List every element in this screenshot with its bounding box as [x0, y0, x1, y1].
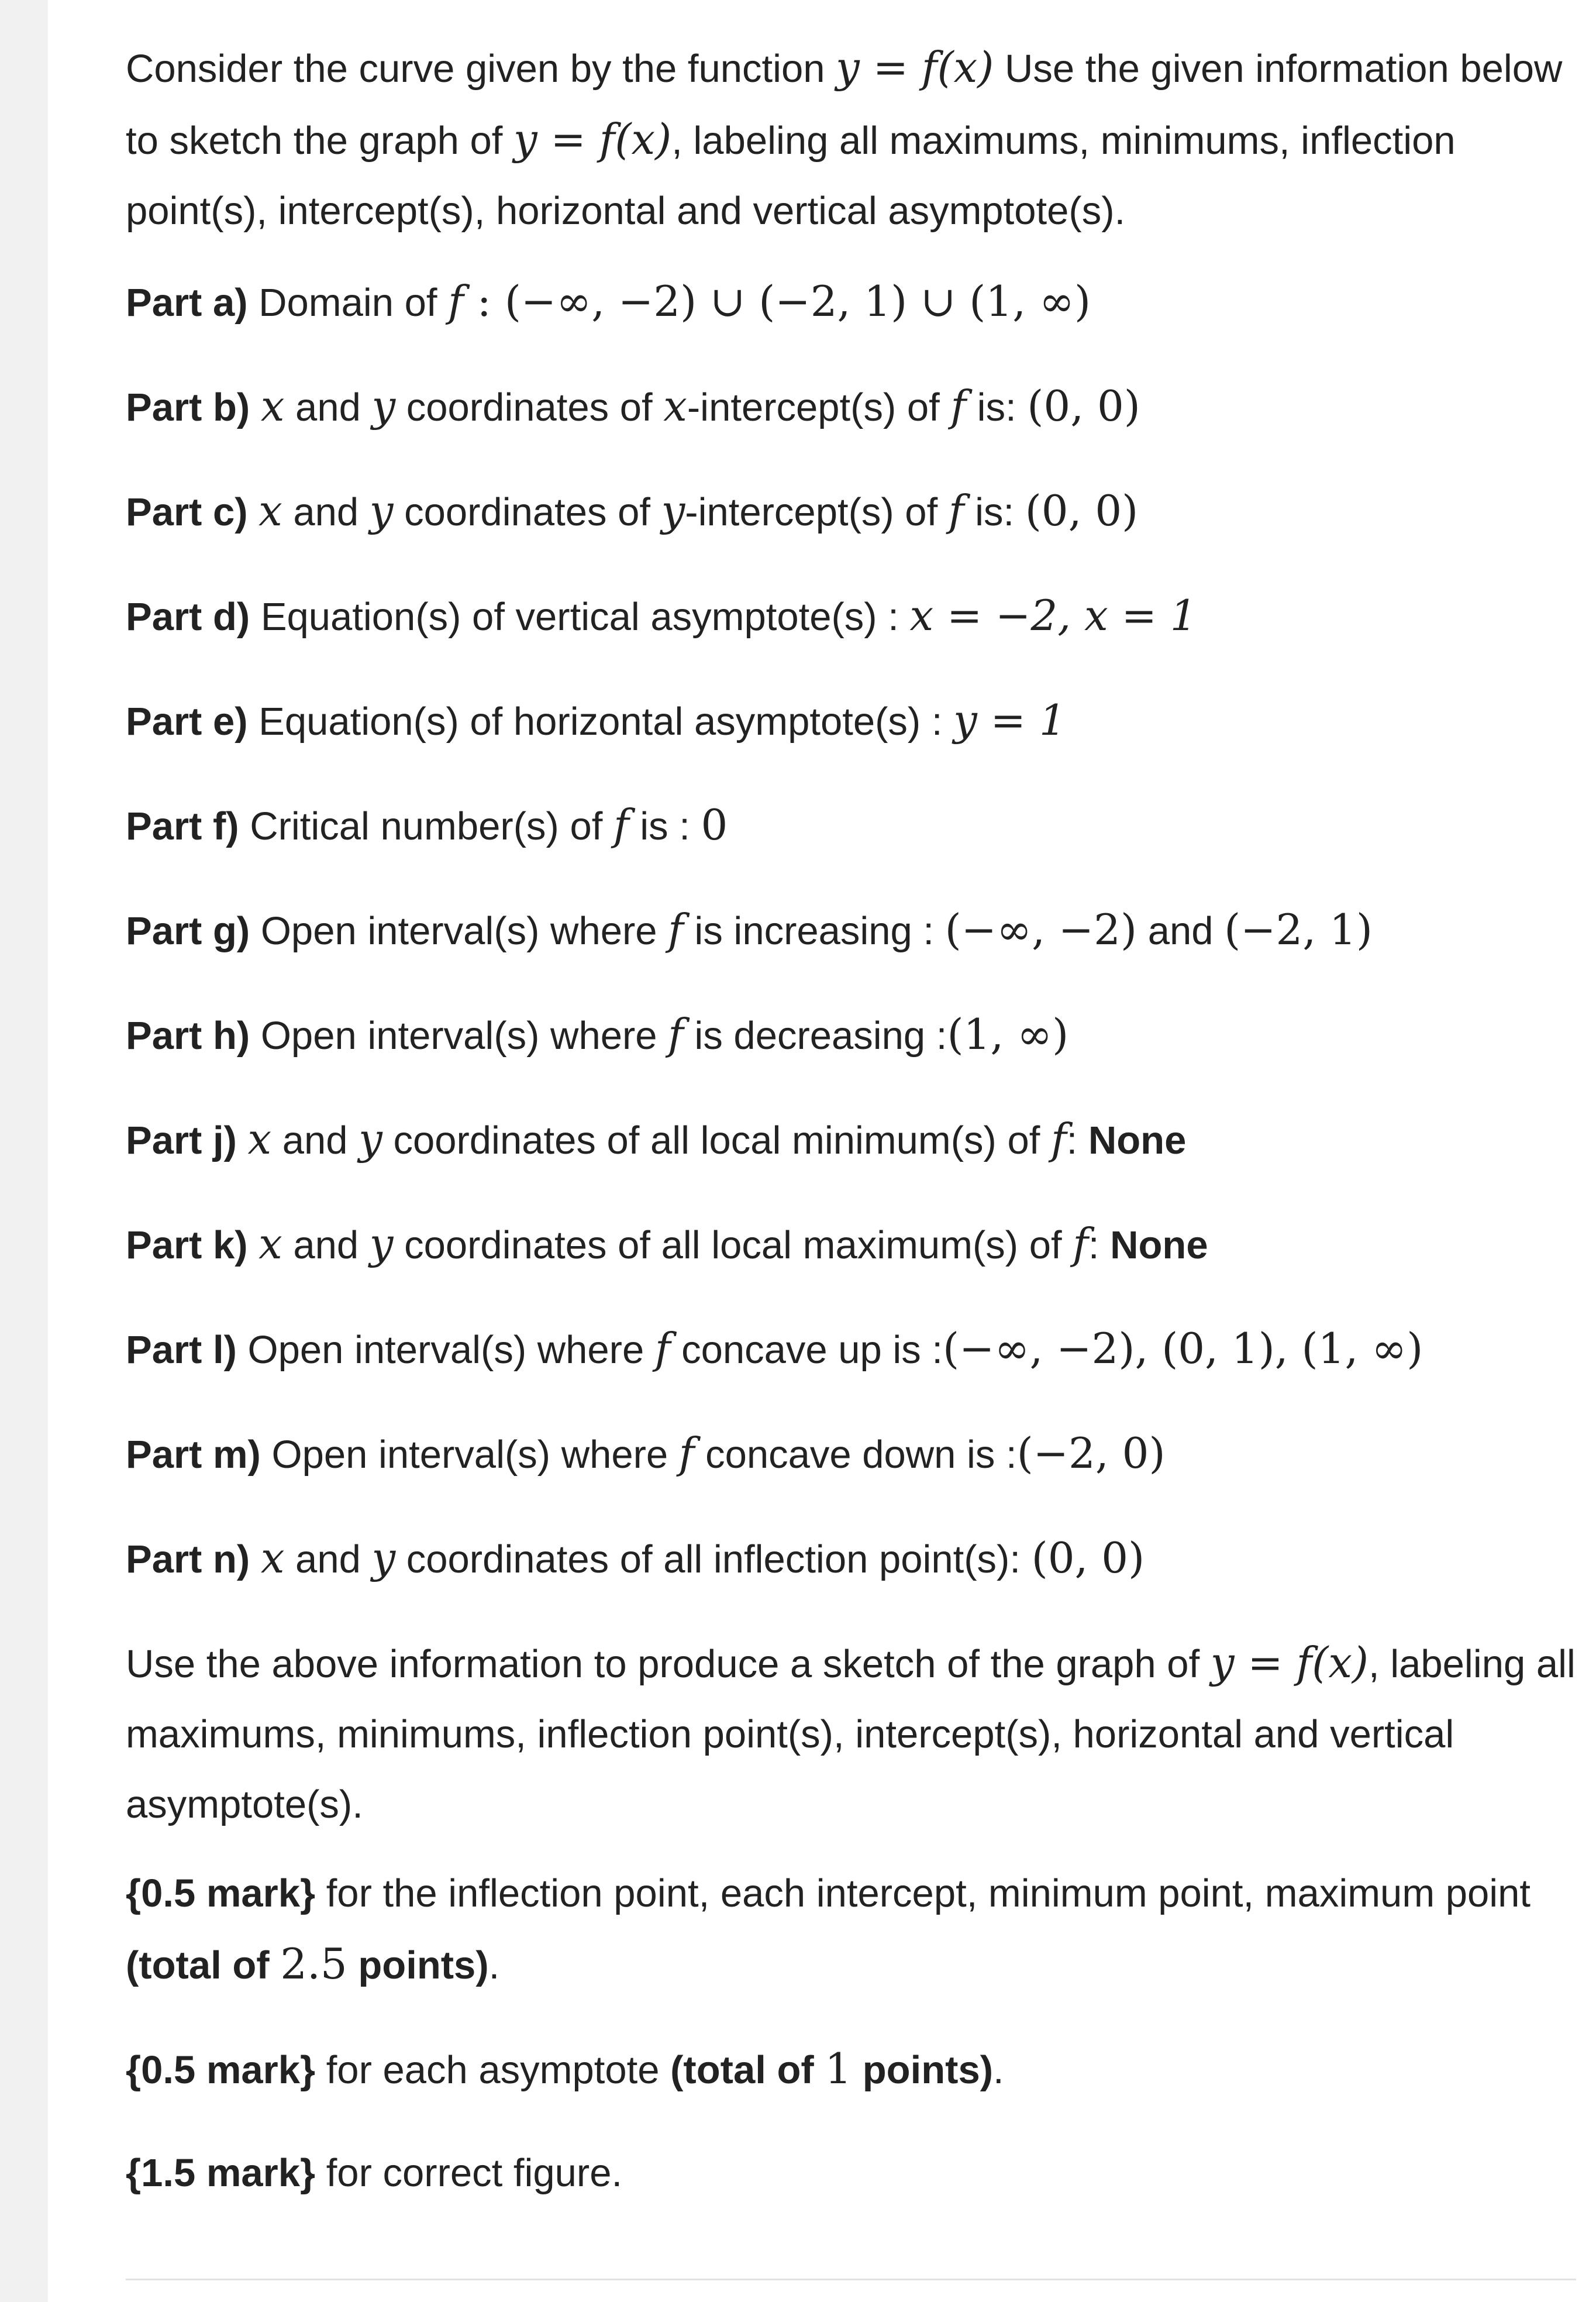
part-k-math-f: f	[1073, 1219, 1088, 1268]
part-l-text-2: concave up is :	[670, 1328, 943, 1372]
part-b-text-2: coordinates of	[395, 386, 664, 429]
part-g-text-3: and	[1137, 909, 1225, 953]
part-g-answer-2: (−2, 1)	[1224, 905, 1373, 954]
part-c-math-x: x	[258, 486, 282, 535]
part-c-math-f: f	[948, 486, 964, 535]
part-n-text-2: coordinates of all inflection point(s):	[395, 1537, 1032, 1581]
part-a-math-f: f	[448, 277, 464, 326]
part-k-label: Part k)	[126, 1223, 248, 1267]
instruction-text-1: Use the above information to produce a sketch of the graph of	[126, 1642, 1211, 1686]
part-j-answer: None	[1088, 1119, 1187, 1162]
part-n-label: Part n)	[126, 1537, 250, 1581]
mark-2-text: for each asymptote	[315, 2048, 671, 2092]
mark-asymptotes	[126, 2033, 1576, 2105]
part-m-text-2: concave down is :	[694, 1433, 1017, 1477]
part-m	[126, 1418, 1576, 1490]
mark-3-value: {1.5 mark}	[126, 2151, 316, 2195]
part-n-text-1: and	[284, 1537, 372, 1581]
part-m-answer: (−2, 0)	[1016, 1429, 1166, 1478]
part-l-label: Part l)	[126, 1328, 237, 1372]
part-h-answer: (1, ∞)	[947, 1010, 1069, 1059]
part-d-text: Equation(s) of vertical asymptote(s) :	[250, 595, 910, 639]
part-a-answer: (−∞, −2) ∪ (−2, 1) ∪ (1, ∞)	[504, 277, 1091, 326]
part-h-label: Part h)	[126, 1014, 250, 1058]
part-a-label: Part a)	[126, 281, 248, 325]
part-e-label: Part e)	[126, 700, 248, 744]
part-k-text-1: and	[282, 1223, 370, 1267]
part-g-answer-1: (−∞, −2)	[944, 905, 1137, 954]
bottom-divider	[126, 2279, 1576, 2280]
part-h	[126, 999, 1576, 1071]
part-e	[126, 685, 1576, 757]
part-h-math-f: f	[668, 1010, 684, 1059]
left-rail	[0, 0, 48, 2302]
part-g-math-f: f	[668, 905, 684, 954]
mark-1-total-open: (total of	[126, 1943, 281, 1987]
part-c-math-y2: y	[661, 486, 685, 535]
part-b-text-3: -intercept(s) of	[687, 386, 951, 429]
part-b-math-f: f	[950, 381, 967, 431]
part-c-math-y: y	[369, 486, 394, 535]
part-g	[126, 894, 1576, 966]
part-j-text-3: :	[1066, 1119, 1088, 1162]
part-b-math-x2: x	[663, 381, 687, 431]
part-f-math-f: f	[613, 800, 629, 849]
intro-math-2: y = f(x)	[513, 115, 672, 164]
intro-text-2: Use the given information below to sketch the graph of	[126, 47, 1563, 163]
part-f-text-2: is :	[629, 804, 701, 848]
intro-paragraph	[126, 32, 1576, 246]
part-c-text-4: is:	[964, 490, 1025, 534]
part-b-math-x: x	[260, 381, 285, 431]
part-c-text-1: and	[282, 490, 370, 534]
part-l	[126, 1313, 1576, 1385]
part-k-math-x: x	[258, 1219, 282, 1268]
part-k-text-3: :	[1088, 1223, 1111, 1267]
part-b	[126, 371, 1576, 443]
part-e-answer: y = 1	[953, 696, 1066, 745]
part-g-text-2: is increasing :	[683, 909, 945, 953]
part-k-text-2: coordinates of all local maximum(s) of	[393, 1223, 1073, 1267]
part-j-label: Part j)	[126, 1119, 237, 1162]
part-b-math-y: y	[371, 381, 396, 431]
intro-text-3: , labeling all maximums, minimums, inflection point(s), intercept(s), horizontal and vertical asymptote(s).	[126, 119, 1456, 233]
part-h-text-1: Open interval(s) where	[250, 1014, 668, 1058]
mark-figure	[126, 2138, 1576, 2208]
part-g-label: Part g)	[126, 909, 250, 953]
mark-2-total-close: points)	[852, 2048, 994, 2092]
part-j-math-x: x	[247, 1114, 272, 1164]
part-c-text-2: coordinates of	[393, 490, 661, 534]
mark-2-period: .	[993, 2048, 1004, 2092]
part-n-math-x: x	[260, 1533, 285, 1582]
part-n	[126, 1523, 1576, 1595]
part-f-answer: 0	[701, 800, 728, 849]
mark-2-value: {0.5 mark}	[126, 2048, 316, 2092]
part-b-text-4: is:	[966, 386, 1028, 429]
part-c-text-3: -intercept(s) of	[685, 490, 949, 534]
part-j	[126, 1104, 1576, 1176]
part-a	[126, 266, 1576, 338]
part-m-label: Part m)	[126, 1433, 261, 1477]
instruction-text-2: , labeling all maximums, minimums, inflection point(s), intercept(s), horizontal and vertical asymptote(s).	[126, 1642, 1576, 1826]
part-j-math-f: f	[1050, 1114, 1067, 1164]
part-j-math-y: y	[359, 1114, 382, 1164]
intro-math-1: y = f(x)	[836, 43, 994, 92]
part-l-math-f: f	[654, 1324, 671, 1373]
part-a-colon: :	[463, 277, 505, 326]
part-b-label: Part b)	[126, 386, 250, 429]
mark-3-text: for correct figure.	[315, 2151, 623, 2195]
mark-inflection-intercepts	[126, 1859, 1576, 2001]
part-l-answer: (−∞, −2), (0, 1), (1, ∞)	[943, 1324, 1423, 1373]
part-b-text-1: and	[284, 386, 372, 429]
part-h-text-2: is decreasing :	[683, 1014, 947, 1058]
part-l-text-1: Open interval(s) where	[236, 1328, 655, 1372]
mark-2-total-open: (total of	[670, 2048, 825, 2092]
part-f	[126, 790, 1576, 862]
part-m-math-f: f	[678, 1429, 695, 1478]
problem-content	[126, 32, 1576, 2241]
part-n-answer: (0, 0)	[1031, 1533, 1145, 1582]
part-f-label: Part f)	[126, 804, 239, 848]
part-j-text-1: and	[271, 1119, 359, 1162]
part-g-text-1: Open interval(s) where	[250, 909, 668, 953]
part-k-answer: None	[1110, 1223, 1208, 1267]
part-c	[126, 476, 1576, 548]
part-d-label: Part d)	[126, 595, 250, 639]
part-j-text-2: coordinates of all local minimum(s) of	[382, 1119, 1051, 1162]
part-e-text: Equation(s) of horizontal asymptote(s) :	[247, 700, 954, 744]
mark-1-period: .	[488, 1943, 500, 1987]
part-m-text-1: Open interval(s) where	[260, 1433, 679, 1477]
part-k-math-y: y	[369, 1219, 394, 1268]
mark-1-value: {0.5 mark}	[126, 1871, 316, 1915]
mark-1-text: for the inflection point, each intercept, minimum point, maximum point	[315, 1871, 1531, 1915]
mark-1-total-close: points)	[347, 1943, 489, 1987]
instruction-paragraph	[126, 1627, 1576, 1840]
intro-text-1: Consider the curve given by the function	[126, 47, 836, 91]
part-n-math-y: y	[371, 1533, 396, 1582]
instruction-math: y = f(x)	[1210, 1638, 1369, 1687]
part-d-answer: x = −2, x = 1	[909, 591, 1197, 640]
part-b-answer: (0, 0)	[1027, 381, 1140, 431]
part-k	[126, 1209, 1576, 1281]
mark-2-total-number: 1	[825, 2044, 852, 2093]
part-a-text: Domain of	[247, 281, 449, 325]
part-d	[126, 580, 1576, 652]
part-c-label: Part c)	[126, 490, 248, 534]
part-c-answer: (0, 0)	[1025, 486, 1139, 535]
mark-1-total-number: 2.5	[280, 1939, 347, 1988]
part-f-text-1: Critical number(s) of	[239, 804, 613, 848]
